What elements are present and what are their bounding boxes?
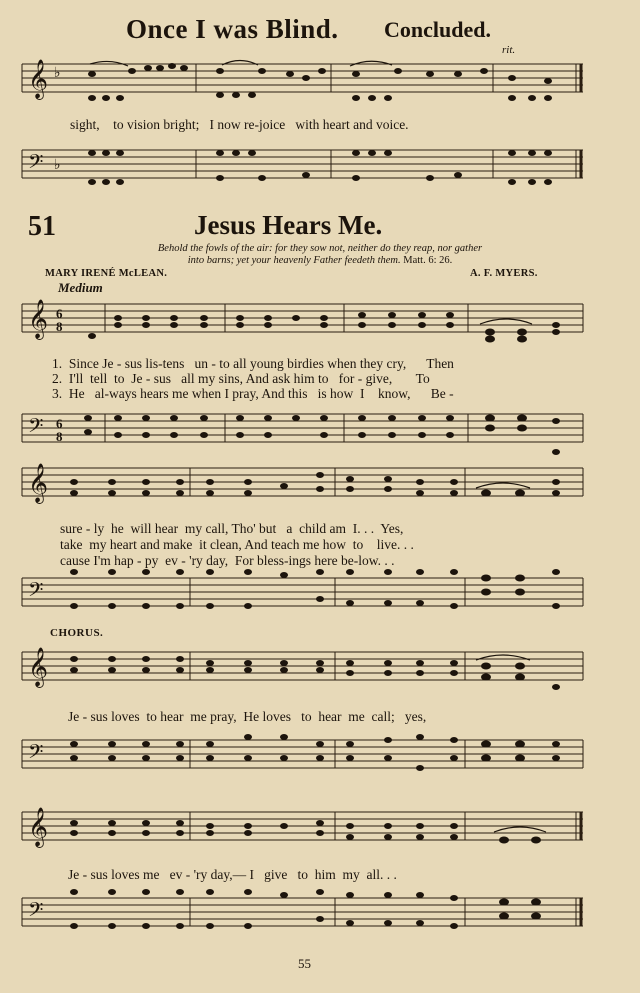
system2-verse-3: cause I'm hap - py ev - 'ry day, For bless-ings here be-low. . . bbox=[60, 553, 395, 568]
lyricist-credit: MARY IRENÉ McLEAN. bbox=[45, 268, 168, 279]
system1-verse-3: 3. He al-ways hears me when I pray, And this is how I know, Be - bbox=[52, 386, 454, 401]
system1-bass-staff bbox=[0, 408, 640, 468]
final-treble-staff bbox=[0, 806, 640, 866]
svg-text:6: 6 bbox=[56, 416, 63, 431]
svg-text:𝄞: 𝄞 bbox=[28, 463, 49, 503]
continued-treble-staff bbox=[0, 60, 640, 120]
system2-treble-staff bbox=[0, 462, 640, 522]
tempo-marking: Medium bbox=[58, 280, 103, 295]
svg-text:𝄢: 𝄢 bbox=[28, 150, 44, 178]
system2-verse-2: take my heart and make it clean, And teach me how to live. . . bbox=[60, 537, 414, 552]
svg-text:𝄢: 𝄢 bbox=[28, 898, 44, 926]
system2-verse-1: sure - ly he will hear my call, Tho' but a child am I. . . Yes, bbox=[60, 521, 404, 536]
svg-text:𝄞: 𝄞 bbox=[28, 807, 49, 847]
composer-credit: A. F. MYERS. bbox=[470, 268, 538, 279]
continued-lyric: sight, to vision bright; I now re-joice with heart and voice. bbox=[70, 117, 409, 132]
system1-verses bbox=[52, 356, 454, 401]
svg-text:6: 6 bbox=[56, 306, 63, 321]
svg-text:𝄢: 𝄢 bbox=[28, 740, 44, 768]
svg-text:8: 8 bbox=[56, 319, 63, 334]
system1-treble-staff bbox=[0, 298, 640, 358]
epigraph-line-2-text: into barns; yet your heavenly Father feedeth them. bbox=[187, 255, 401, 266]
epigraph-line-2 bbox=[80, 255, 560, 267]
page-number: 55 bbox=[298, 956, 311, 971]
continued-hymn-title: Once I was Blind. bbox=[126, 14, 339, 44]
chorus-treble-staff bbox=[0, 646, 640, 706]
hymn-number: 51 bbox=[28, 211, 56, 242]
epigraph-reference: Matt. 6: 26. bbox=[403, 255, 453, 266]
system1-verse-1: 1. Since Je - sus lis-tens un - to all young birdies when they cry, Then bbox=[52, 356, 454, 371]
chorus-lyric-2: Je - sus loves me ev - 'ry day,— I give to him my all. . . bbox=[68, 867, 397, 882]
chorus-lyric-1: Je - sus loves to hear me pray, He loves to hear me call; yes, bbox=[68, 709, 427, 724]
svg-text:♭: ♭ bbox=[54, 66, 61, 81]
final-bass-staff bbox=[0, 892, 640, 952]
svg-text:𝄞: 𝄞 bbox=[28, 647, 49, 687]
rit-mark: rit. bbox=[502, 44, 516, 56]
chorus-label: CHORUS. bbox=[50, 627, 104, 639]
continued-treble-notes bbox=[88, 63, 552, 101]
system2-verses bbox=[60, 521, 414, 569]
continued-hymn-status: Concluded. bbox=[384, 17, 491, 42]
svg-text:𝄞: 𝄞 bbox=[28, 299, 49, 339]
epigraph-line-1: Behold the fowls of the air: for they sow not, neither do they reap, nor gather bbox=[157, 243, 483, 254]
hymn-title: Jesus Hears Me. bbox=[194, 210, 383, 240]
svg-text:𝄢: 𝄢 bbox=[28, 578, 44, 606]
system2-bass-staff bbox=[0, 572, 640, 632]
continued-bass-staff bbox=[0, 142, 640, 202]
svg-text:𝄢: 𝄢 bbox=[28, 414, 44, 442]
chorus-bass-staff bbox=[0, 734, 640, 794]
epigraph bbox=[80, 243, 560, 267]
svg-text:8: 8 bbox=[56, 429, 63, 444]
svg-text:𝄞: 𝄞 bbox=[28, 59, 49, 99]
svg-text:♭: ♭ bbox=[54, 158, 61, 173]
system1-verse-2: 2. I'll tell to Je - sus all my sins, And ask him to for - give, To bbox=[52, 371, 430, 386]
